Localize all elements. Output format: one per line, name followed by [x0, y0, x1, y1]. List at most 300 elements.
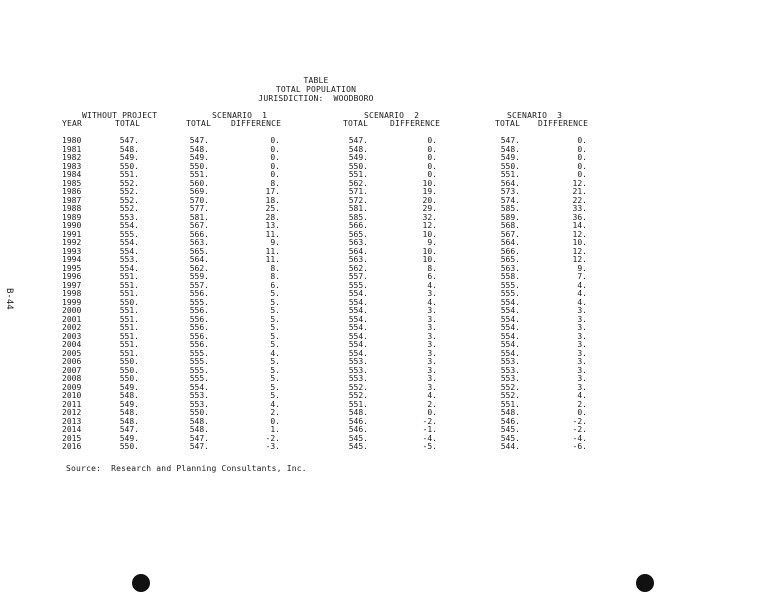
- s1-total-cell: 564.: [189, 255, 209, 264]
- s3-total-cell: 554.: [500, 306, 520, 315]
- s3-total-cell: 585.: [500, 204, 520, 213]
- s1-total-cell: 556.: [189, 306, 209, 315]
- without-total-cell: 549.: [119, 382, 139, 392]
- year-cell: 2012: [62, 408, 82, 417]
- without-total-cell: 550.: [119, 442, 139, 451]
- s1-total-cell: 553.: [189, 391, 209, 400]
- s3-difference-cell: 12.: [572, 178, 587, 188]
- s2-difference-cell: 0.: [427, 161, 437, 171]
- s3-difference-cell: 3.: [577, 365, 587, 375]
- without-total-cell: 552.: [119, 187, 139, 196]
- s2-difference-cell: 3.: [427, 382, 437, 392]
- table-row: [0, 214, 782, 223]
- s3-difference-cell: -6.: [572, 442, 587, 451]
- scenario-2-difference-header: DIFFERENCE: [390, 119, 441, 128]
- table-row: [0, 358, 782, 367]
- s1-total-cell: 555.: [189, 374, 209, 383]
- s1-difference-cell: 8.: [270, 272, 280, 281]
- s2-difference-cell: 3.: [427, 340, 437, 349]
- table-row: [0, 154, 782, 163]
- s2-total-cell: 585.: [348, 212, 368, 222]
- source-note: Source: Research and Planning Consultants, Inc.: [66, 464, 307, 473]
- s3-difference-cell: 3.: [577, 340, 587, 349]
- s2-total-cell: 550.: [348, 161, 368, 171]
- without-total-cell: 548.: [119, 391, 139, 400]
- s3-difference-cell: 3.: [577, 331, 587, 341]
- s3-total-cell: 545.: [500, 425, 520, 434]
- s2-total-cell: 551.: [348, 170, 368, 179]
- s3-total-cell: 554.: [500, 331, 520, 341]
- without-total-cell: 551.: [119, 272, 139, 281]
- s2-difference-cell: 0.: [427, 170, 437, 179]
- table-row: [0, 375, 782, 384]
- year-cell: 2001: [62, 314, 82, 324]
- year-cell: 1996: [62, 272, 82, 281]
- s1-total-cell: 555.: [189, 348, 209, 358]
- table-row: [0, 231, 782, 240]
- year-cell: 1981: [62, 144, 82, 154]
- table-row: [0, 265, 782, 274]
- s1-difference-cell: 5.: [270, 297, 280, 307]
- s2-difference-cell: 0.: [427, 136, 437, 145]
- s2-difference-cell: 10.: [422, 178, 437, 188]
- s3-difference-cell: 0.: [577, 153, 587, 162]
- s3-total-cell: 589.: [500, 212, 520, 222]
- s1-difference-cell: 5.: [270, 391, 280, 400]
- s3-difference-cell: 2.: [577, 399, 587, 409]
- without-total-cell: 549.: [119, 433, 139, 443]
- s2-difference-cell: 3.: [427, 365, 437, 375]
- s3-difference-cell: -4.: [572, 433, 587, 443]
- s2-difference-cell: 10.: [422, 229, 437, 239]
- table-subtitle: TOTAL POPULATION: [275, 85, 357, 94]
- without-total-cell: 551.: [119, 280, 139, 290]
- s2-total-cell: 545.: [348, 442, 368, 451]
- s3-total-cell: 568.: [500, 221, 520, 230]
- s2-difference-cell: -1.: [422, 425, 437, 434]
- year-cell: 2004: [62, 340, 82, 349]
- s1-total-cell: 556.: [189, 314, 209, 324]
- table-row: [0, 282, 782, 291]
- year-cell: 2010: [62, 391, 82, 400]
- year-cell: 2005: [62, 348, 82, 358]
- table-row: [0, 180, 782, 189]
- s3-total-cell: 563.: [500, 263, 520, 273]
- without-total-cell: 551.: [119, 340, 139, 349]
- s2-difference-cell: -5.: [422, 442, 437, 451]
- year-cell: 2007: [62, 365, 82, 375]
- s2-difference-cell: 32.: [422, 212, 437, 222]
- year-cell: 1987: [62, 195, 82, 205]
- table-row: [0, 290, 782, 299]
- s1-total-cell: 553.: [189, 399, 209, 409]
- without-total-cell: 552.: [119, 195, 139, 205]
- s1-difference-cell: 0.: [270, 161, 280, 171]
- s3-difference-cell: 0.: [577, 136, 587, 145]
- table-row: [0, 273, 782, 282]
- year-cell: 1984: [62, 170, 82, 179]
- s2-total-cell: 549.: [348, 153, 368, 162]
- s1-total-cell: 556.: [189, 289, 209, 298]
- year-column-header: YEAR: [62, 119, 83, 128]
- year-cell: 1980: [62, 136, 82, 145]
- s3-difference-cell: 3.: [577, 357, 587, 366]
- jurisdiction-label: JURISDICTION: WOODBORO: [258, 94, 374, 103]
- s3-difference-cell: 3.: [577, 306, 587, 315]
- s2-total-cell: 547.: [348, 136, 368, 145]
- s1-difference-cell: 5.: [270, 289, 280, 298]
- s2-total-cell: 548.: [348, 408, 368, 417]
- s2-total-cell: 562.: [348, 178, 368, 188]
- year-cell: 1989: [62, 212, 82, 222]
- s1-difference-cell: 5.: [270, 314, 280, 324]
- table-row: [0, 443, 782, 452]
- table-row: [0, 137, 782, 146]
- without-total-cell: 548.: [119, 416, 139, 426]
- s3-difference-cell: 7.: [577, 272, 587, 281]
- s1-difference-cell: 17.: [265, 187, 280, 196]
- s1-total-cell: 559.: [189, 272, 209, 281]
- s3-total-cell: 555.: [500, 280, 520, 290]
- s3-total-cell: 550.: [500, 161, 520, 171]
- s2-difference-cell: 3.: [427, 314, 437, 324]
- s1-difference-cell: 5.: [270, 374, 280, 383]
- s3-total-cell: 552.: [500, 391, 520, 400]
- s2-difference-cell: 9.: [427, 238, 437, 247]
- scenario-1-difference-header: DIFFERENCE: [231, 119, 282, 128]
- table-row: [0, 197, 782, 206]
- s2-difference-cell: 12.: [422, 221, 437, 230]
- s3-difference-cell: 3.: [577, 374, 587, 383]
- s3-difference-cell: 36.: [572, 212, 587, 222]
- without-total-cell: 550.: [119, 297, 139, 307]
- s1-difference-cell: 0.: [270, 144, 280, 154]
- s2-total-cell: 554.: [348, 340, 368, 349]
- table-row: [0, 384, 782, 393]
- s3-total-cell: 548.: [500, 144, 520, 154]
- s3-difference-cell: 10.: [572, 238, 587, 247]
- table-row: [0, 239, 782, 248]
- without-total-cell: 550.: [119, 161, 139, 171]
- s2-difference-cell: 2.: [427, 399, 437, 409]
- s2-difference-cell: 10.: [422, 255, 437, 264]
- s2-total-cell: 581.: [348, 204, 368, 213]
- s3-total-cell: 549.: [500, 153, 520, 162]
- s2-total-cell: 554.: [348, 297, 368, 307]
- s1-total-cell: 566.: [189, 229, 209, 239]
- s3-difference-cell: 4.: [577, 391, 587, 400]
- table-row: [0, 409, 782, 418]
- table-row: [0, 367, 782, 376]
- table-row: [0, 333, 782, 342]
- without-total-cell: 554.: [119, 221, 139, 230]
- year-cell: 2016: [62, 442, 82, 451]
- without-total-cell: 555.: [119, 229, 139, 239]
- table-row: [0, 435, 782, 444]
- s3-difference-cell: 12.: [572, 229, 587, 239]
- s1-difference-cell: 5.: [270, 331, 280, 341]
- s1-total-cell: 555.: [189, 357, 209, 366]
- s3-total-cell: 551.: [500, 170, 520, 179]
- table-row: [0, 222, 782, 231]
- year-cell: 1990: [62, 221, 82, 230]
- without-total-cell: 549.: [119, 399, 139, 409]
- s2-difference-cell: 3.: [427, 374, 437, 383]
- year-cell: 1995: [62, 263, 82, 273]
- s1-total-cell: 549.: [189, 153, 209, 162]
- year-cell: 2013: [62, 416, 82, 426]
- s2-difference-cell: 3.: [427, 331, 437, 341]
- s1-total-cell: 547.: [189, 442, 209, 451]
- s1-difference-cell: 8.: [270, 178, 280, 188]
- binder-hole-left: [132, 574, 150, 592]
- s3-total-cell: 554.: [500, 297, 520, 307]
- s2-difference-cell: 10.: [422, 246, 437, 256]
- s3-total-cell: 548.: [500, 408, 520, 417]
- without-total-cell: 553.: [119, 212, 139, 222]
- s2-total-cell: 553.: [348, 357, 368, 366]
- scenario-3-header: SCENARIO 3: [507, 111, 563, 120]
- s1-total-cell: 565.: [189, 246, 209, 256]
- s1-difference-cell: 13.: [265, 221, 280, 230]
- s2-total-cell: 554.: [348, 331, 368, 341]
- s1-total-cell: 548.: [189, 416, 209, 426]
- without-total-cell: 551.: [119, 170, 139, 179]
- s3-total-cell: 554.: [500, 348, 520, 358]
- s2-total-cell: 548.: [348, 144, 368, 154]
- year-cell: 1999: [62, 297, 82, 307]
- binder-hole-right: [636, 574, 654, 592]
- year-cell: 2002: [62, 323, 82, 332]
- table-row: [0, 299, 782, 308]
- s2-total-cell: 554.: [348, 314, 368, 324]
- without-total-cell: 553.: [119, 255, 139, 264]
- s1-difference-cell: 5.: [270, 340, 280, 349]
- table-row: [0, 205, 782, 214]
- s2-difference-cell: 0.: [427, 408, 437, 417]
- table-row: [0, 316, 782, 325]
- s2-difference-cell: 0.: [427, 144, 437, 154]
- without-total-cell: 548.: [119, 144, 139, 154]
- s1-total-cell: 547.: [189, 136, 209, 145]
- s2-difference-cell: 4.: [427, 297, 437, 307]
- s1-difference-cell: 0.: [270, 416, 280, 426]
- s3-total-cell: 554.: [500, 340, 520, 349]
- s1-total-cell: 577.: [189, 204, 209, 213]
- without-project-header: WITHOUT PROJECT: [82, 111, 158, 120]
- s2-difference-cell: 29.: [422, 204, 437, 213]
- without-total-cell: 551.: [119, 348, 139, 358]
- s2-total-cell: 557.: [348, 272, 368, 281]
- without-total-cell: 550.: [119, 357, 139, 366]
- s2-difference-cell: 19.: [422, 187, 437, 196]
- s3-difference-cell: -2.: [572, 416, 587, 426]
- s3-difference-cell: 4.: [577, 280, 587, 290]
- s2-difference-cell: 6.: [427, 272, 437, 281]
- table-row: [0, 341, 782, 350]
- table-row: [0, 188, 782, 197]
- s3-total-cell: 573.: [500, 187, 520, 196]
- year-cell: 1992: [62, 238, 82, 247]
- without-total-cell: 548.: [119, 408, 139, 417]
- without-total-cell: 551.: [119, 289, 139, 298]
- s2-total-cell: 545.: [348, 433, 368, 443]
- s3-difference-cell: 3.: [577, 382, 587, 392]
- year-cell: 1982: [62, 153, 82, 162]
- s1-total-cell: 581.: [189, 212, 209, 222]
- s1-total-cell: 550.: [189, 161, 209, 171]
- s1-total-cell: 556.: [189, 331, 209, 341]
- population-table-body: [0, 137, 782, 452]
- s3-total-cell: 567.: [500, 229, 520, 239]
- s1-difference-cell: 18.: [265, 195, 280, 205]
- table-row: [0, 256, 782, 265]
- table-row: [0, 426, 782, 435]
- s1-difference-cell: 8.: [270, 263, 280, 273]
- s1-difference-cell: 11.: [265, 255, 280, 264]
- year-cell: 1991: [62, 229, 82, 239]
- s2-total-cell: 553.: [348, 374, 368, 383]
- s1-total-cell: 548.: [189, 425, 209, 434]
- s1-difference-cell: 11.: [265, 229, 280, 239]
- s3-difference-cell: 3.: [577, 314, 587, 324]
- table-row: [0, 163, 782, 172]
- s1-total-cell: 555.: [189, 365, 209, 375]
- s2-total-cell: 554.: [348, 348, 368, 358]
- s1-difference-cell: -2.: [265, 433, 280, 443]
- s1-difference-cell: 28.: [265, 212, 280, 222]
- table-row: [0, 171, 782, 180]
- s1-total-cell: 555.: [189, 297, 209, 307]
- s1-difference-cell: 5.: [270, 365, 280, 375]
- s1-difference-cell: 2.: [270, 408, 280, 417]
- without-total-cell: 551.: [119, 331, 139, 341]
- table-row: [0, 307, 782, 316]
- s2-difference-cell: 8.: [427, 263, 437, 273]
- s1-total-cell: 556.: [189, 323, 209, 332]
- year-cell: 2006: [62, 357, 82, 366]
- without-total-cell: 547.: [119, 425, 139, 434]
- year-cell: 1986: [62, 187, 82, 196]
- year-cell: 2009: [62, 382, 82, 392]
- s1-total-cell: 548.: [189, 144, 209, 154]
- scenario-2-header: SCENARIO 2: [364, 111, 420, 120]
- table-title: TABLE: [303, 76, 329, 85]
- s3-difference-cell: 12.: [572, 246, 587, 256]
- year-cell: 2008: [62, 374, 82, 383]
- scenario-3-difference-header: DIFFERENCE: [538, 119, 589, 128]
- s1-total-cell: 554.: [189, 382, 209, 392]
- s3-difference-cell: 0.: [577, 170, 587, 179]
- s3-difference-cell: 22.: [572, 195, 587, 205]
- table-row: [0, 350, 782, 359]
- s1-difference-cell: 5.: [270, 306, 280, 315]
- year-cell: 1994: [62, 255, 82, 264]
- without-total-cell: 551.: [119, 323, 139, 332]
- s2-difference-cell: 4.: [427, 391, 437, 400]
- s3-total-cell: 566.: [500, 246, 520, 256]
- without-total-cell: 550.: [119, 365, 139, 375]
- s1-total-cell: 569.: [189, 187, 209, 196]
- year-cell: 1993: [62, 246, 82, 256]
- table-row: [0, 324, 782, 333]
- s1-total-cell: 567.: [189, 221, 209, 230]
- s3-difference-cell: 0.: [577, 144, 587, 154]
- s2-difference-cell: 0.: [427, 153, 437, 162]
- s3-total-cell: 564.: [500, 238, 520, 247]
- page-number: B-44: [4, 288, 14, 310]
- s2-total-cell: 566.: [348, 221, 368, 230]
- s3-total-cell: 551.: [500, 399, 520, 409]
- s3-difference-cell: 21.: [572, 187, 587, 196]
- s1-total-cell: 570.: [189, 195, 209, 205]
- table-row: [0, 248, 782, 257]
- s3-total-cell: 553.: [500, 357, 520, 366]
- year-cell: 1985: [62, 178, 82, 188]
- s2-difference-cell: 4.: [427, 280, 437, 290]
- total-column-header: TOTAL: [115, 119, 141, 128]
- without-total-cell: 551.: [119, 306, 139, 315]
- s2-total-cell: 563.: [348, 255, 368, 264]
- table-row: [0, 392, 782, 401]
- without-total-cell: 550.: [119, 374, 139, 383]
- s1-difference-cell: 0.: [270, 136, 280, 145]
- s2-difference-cell: 3.: [427, 289, 437, 298]
- s3-difference-cell: 0.: [577, 408, 587, 417]
- s1-difference-cell: 4.: [270, 348, 280, 358]
- s3-total-cell: 553.: [500, 365, 520, 375]
- s1-difference-cell: 5.: [270, 382, 280, 392]
- s3-difference-cell: 12.: [572, 255, 587, 264]
- s1-difference-cell: 9.: [270, 238, 280, 247]
- s1-difference-cell: 25.: [265, 204, 280, 213]
- scenario-2-total-header: TOTAL: [343, 119, 369, 128]
- s1-difference-cell: 6.: [270, 280, 280, 290]
- s2-total-cell: 546.: [348, 416, 368, 426]
- s2-difference-cell: 3.: [427, 323, 437, 332]
- s3-difference-cell: 0.: [577, 161, 587, 171]
- without-total-cell: 554.: [119, 238, 139, 247]
- s2-total-cell: 564.: [348, 246, 368, 256]
- s3-total-cell: 545.: [500, 433, 520, 443]
- s2-total-cell: 562.: [348, 263, 368, 273]
- s2-difference-cell: -4.: [422, 433, 437, 443]
- s3-difference-cell: 33.: [572, 204, 587, 213]
- s2-total-cell: 554.: [348, 323, 368, 332]
- s3-total-cell: 555.: [500, 289, 520, 298]
- s1-difference-cell: 0.: [270, 170, 280, 179]
- s3-total-cell: 546.: [500, 416, 520, 426]
- s1-total-cell: 550.: [189, 408, 209, 417]
- year-cell: 2000: [62, 306, 82, 315]
- s2-difference-cell: 3.: [427, 357, 437, 366]
- year-cell: 2015: [62, 433, 82, 443]
- s2-total-cell: 552.: [348, 382, 368, 392]
- without-total-cell: 552.: [119, 178, 139, 188]
- year-cell: 1988: [62, 204, 82, 213]
- table-row: [0, 401, 782, 410]
- s1-difference-cell: 4.: [270, 399, 280, 409]
- s2-total-cell: 553.: [348, 365, 368, 375]
- s1-difference-cell: 11.: [265, 246, 280, 256]
- scenario-1-header: SCENARIO 1: [212, 111, 268, 120]
- s3-difference-cell: 3.: [577, 348, 587, 358]
- s2-difference-cell: 3.: [427, 306, 437, 315]
- s3-total-cell: 558.: [500, 272, 520, 281]
- s1-total-cell: 560.: [189, 178, 209, 188]
- s3-difference-cell: 4.: [577, 297, 587, 307]
- year-cell: 1998: [62, 289, 82, 298]
